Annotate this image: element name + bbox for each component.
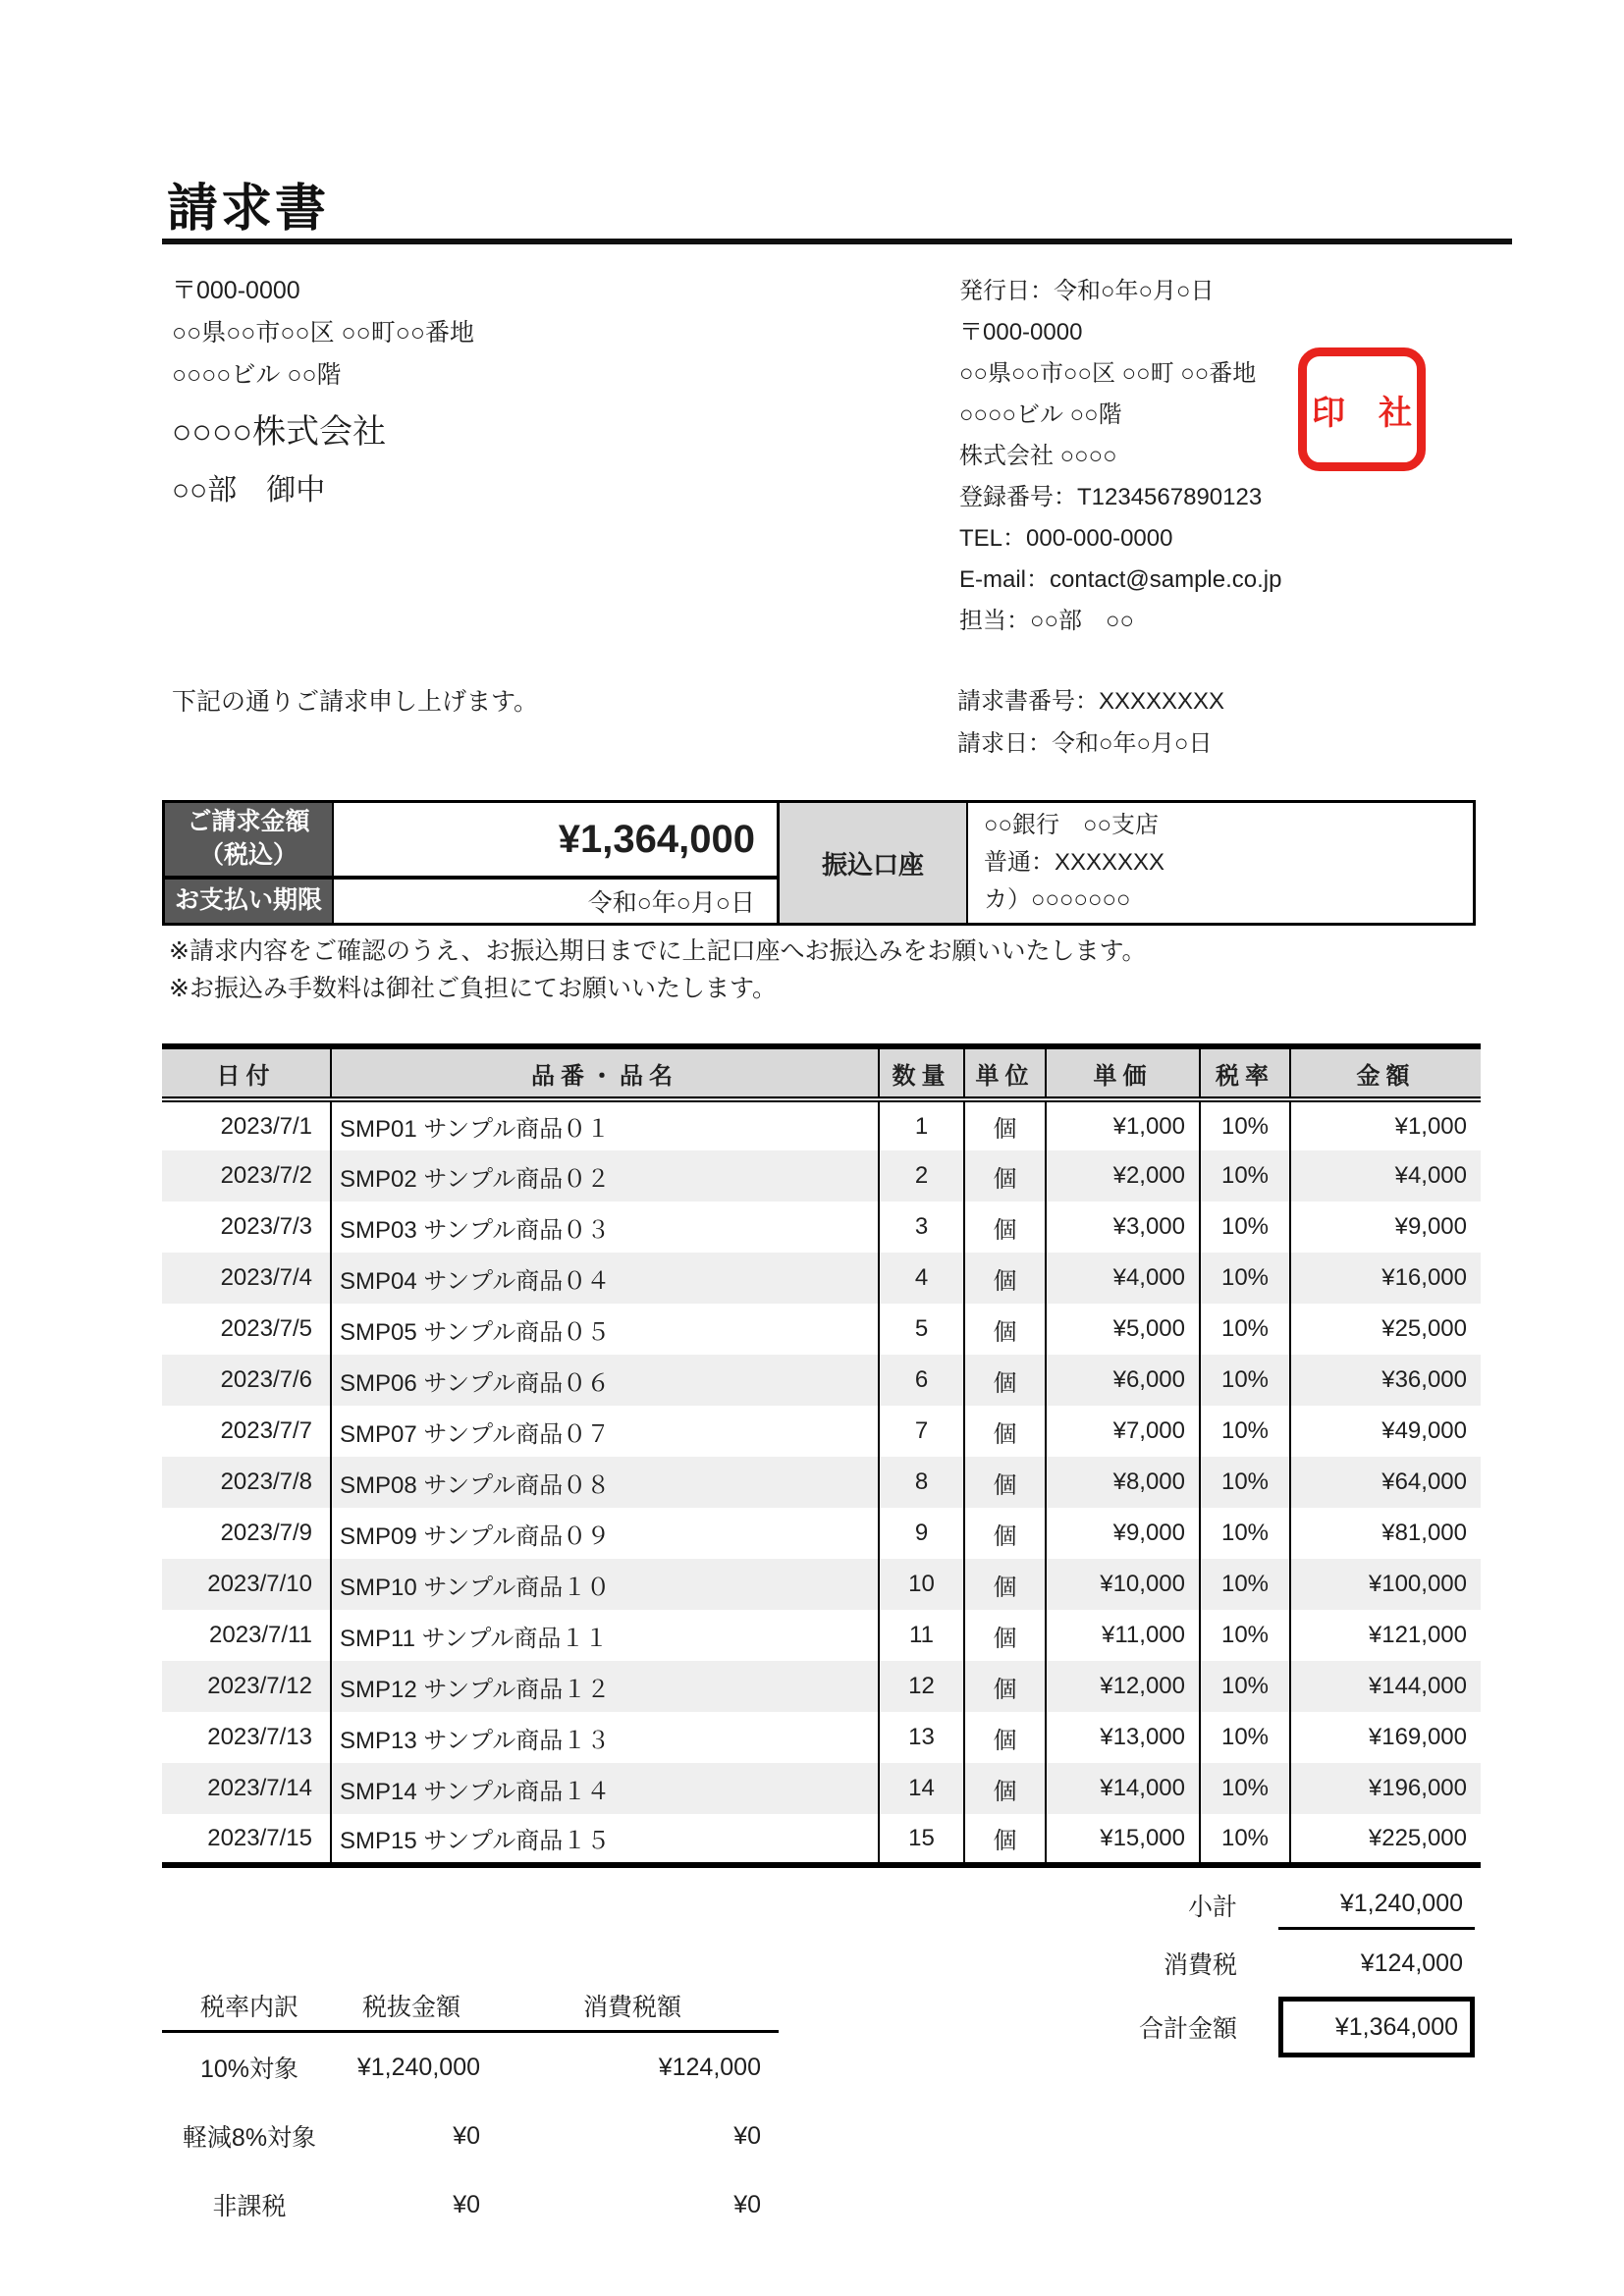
bank-name-branch: ○○銀行 ○○支店 — [984, 812, 1159, 838]
company-seal-stamp — [1298, 347, 1426, 471]
company-seal-text: 印 社 — [1312, 394, 1412, 432]
tax-amount: ¥0 — [733, 2190, 761, 2218]
item-qty: 15 — [879, 1814, 964, 1865]
recipient-address-2: ○○○○ビル ○○階 — [172, 360, 342, 389]
tax-net-amount: ¥0 — [453, 2190, 480, 2218]
item-row — [162, 1099, 1481, 1150]
col-header-amount: 金額 — [1290, 1046, 1481, 1099]
tax-breakdown-row — [162, 2102, 779, 2170]
item-row — [162, 1508, 1481, 1559]
item-code-name: SMP10 サンプル商品１０ — [331, 1559, 879, 1610]
item-tax-rate: 10% — [1200, 1150, 1290, 1201]
item-unit-price: ¥15,000 — [1046, 1814, 1200, 1865]
tax-amount: ¥124,000 — [658, 2053, 761, 2081]
issuer-address-1: ○○県○○市○○区 ○○町 ○○番地 — [959, 359, 1257, 387]
issuer-block — [959, 267, 1281, 638]
issuer-contact-person: 担当：○○部 ○○ — [959, 607, 1134, 634]
item-amount: ¥9,000 — [1290, 1201, 1481, 1253]
item-qty: 9 — [879, 1508, 964, 1559]
issuer-company: 株式会社 ○○○○ — [959, 442, 1117, 469]
item-code-name: SMP15 サンプル商品１５ — [331, 1814, 879, 1865]
item-row — [162, 1355, 1481, 1406]
bank-account-details — [968, 803, 1473, 923]
item-date: 2023/7/9 — [220, 1520, 312, 1546]
item-unit: 個 — [964, 1763, 1046, 1814]
item-date: 2023/7/12 — [162, 1661, 331, 1712]
item-unit-price: ¥1,000 — [1046, 1099, 1200, 1150]
items-tbody — [162, 1099, 1481, 1865]
item-unit-price: ¥8,000 — [1046, 1457, 1200, 1508]
item-date: 2023/7/3 — [220, 1213, 312, 1240]
invoice-meta-block — [957, 677, 1224, 762]
page-title: 請求書 — [167, 181, 330, 238]
item-unit-price: ¥11,000 — [1046, 1610, 1200, 1661]
item-date: 2023/7/5 — [220, 1315, 312, 1342]
item-date: 2023/7/10 — [162, 1559, 331, 1610]
recipient-company: ○○○○株式会社 — [172, 412, 387, 451]
item-unit: 個 — [964, 1559, 1046, 1610]
col-header-date: 日付 — [162, 1046, 331, 1099]
title-underline — [162, 239, 1512, 244]
item-amount: ¥144,000 — [1290, 1661, 1481, 1712]
bank-account-label: 振込口座 — [777, 803, 968, 923]
tax-breakdown-table — [162, 1981, 779, 2239]
item-tax-rate: 10% — [1200, 1661, 1290, 1712]
item-amount: ¥121,000 — [1290, 1610, 1481, 1661]
item-date: 2023/7/7 — [220, 1417, 312, 1444]
summary-block — [978, 1881, 1475, 2066]
item-row — [162, 1661, 1481, 1712]
notes-block — [169, 931, 1146, 1005]
item-amount: ¥196,000 — [1290, 1763, 1481, 1814]
item-tax-rate: 10% — [1200, 1763, 1290, 1814]
issuer-tel: TEL：000-000-0000 — [959, 524, 1173, 552]
item-unit: 個 — [964, 1610, 1046, 1661]
item-code-name: SMP14 サンプル商品１４ — [331, 1763, 879, 1814]
item-code-name: SMP01 サンプル商品０１ — [331, 1099, 879, 1150]
item-row — [162, 1712, 1481, 1763]
item-unit: 個 — [964, 1712, 1046, 1763]
subtotal-label: 小計 — [1187, 1894, 1237, 1921]
item-qty: 6 — [879, 1355, 964, 1406]
issuer-postal: 〒000-0000 — [959, 318, 1083, 346]
col-header-item: 品番・品名 — [331, 1046, 879, 1099]
item-date: 2023/7/6 — [162, 1355, 331, 1406]
item-qty: 12 — [879, 1661, 964, 1712]
item-tax-rate: 10% — [1200, 1099, 1290, 1150]
item-code-name: SMP09 サンプル商品０９ — [331, 1508, 879, 1559]
item-row — [162, 1559, 1481, 1610]
recipient-address-1: ○○県○○市○○区 ○○町○○番地 — [172, 318, 474, 347]
item-amount: ¥25,000 — [1290, 1304, 1481, 1355]
item-unit-price: ¥12,000 — [1046, 1661, 1200, 1712]
invoice-number: 請求書番号：XXXXXXXX — [957, 688, 1225, 715]
item-unit: 個 — [964, 1457, 1046, 1508]
due-date-value: 令和○年○月○日 — [587, 889, 755, 917]
item-date: 2023/7/13 — [207, 1724, 312, 1750]
item-amount: ¥100,000 — [1290, 1559, 1481, 1610]
item-date: 2023/7/11 — [209, 1622, 312, 1648]
tax-amount: ¥0 — [733, 2121, 761, 2150]
item-tax-rate: 10% — [1200, 1304, 1290, 1355]
item-row — [162, 1201, 1481, 1253]
item-row — [162, 1304, 1481, 1355]
item-tax-rate: 10% — [1200, 1610, 1290, 1661]
billing-label-column — [165, 803, 332, 923]
issuer-issue-date: 発行日：令和○年○月○日 — [959, 277, 1215, 304]
item-tax-rate: 10% — [1200, 1406, 1290, 1457]
item-code-name: SMP08 サンプル商品０８ — [331, 1457, 879, 1508]
item-amount: ¥81,000 — [1290, 1508, 1481, 1559]
intro-text: 下記の通りご請求申し上げます。 — [172, 688, 539, 716]
item-qty: 7 — [879, 1406, 964, 1457]
item-unit: 個 — [964, 1814, 1046, 1865]
item-unit-price: ¥3,000 — [1046, 1201, 1200, 1253]
tax-col-header-category: 税率内訳 — [162, 1981, 337, 2032]
item-tax-rate: 10% — [1200, 1508, 1290, 1559]
issuer-address-2: ○○○○ビル ○○階 — [959, 400, 1122, 428]
item-qty: 3 — [879, 1201, 964, 1253]
items-header-row — [162, 1046, 1481, 1099]
recipient-block — [172, 267, 474, 511]
item-tax-rate: 10% — [1200, 1559, 1290, 1610]
note-transfer-fee: ※お振込み手数料は御社ご負担にてお願いいたします。 — [169, 975, 777, 1002]
item-amount: ¥49,000 — [1290, 1406, 1481, 1457]
item-unit: 個 — [964, 1201, 1046, 1253]
item-qty: 13 — [879, 1712, 964, 1763]
item-unit: 個 — [964, 1253, 1046, 1304]
item-tax-rate: 10% — [1200, 1355, 1290, 1406]
item-qty: 5 — [879, 1304, 964, 1355]
item-row — [162, 1763, 1481, 1814]
tax-col-header-net: 税抜金額 — [337, 1981, 486, 2032]
tax-breakdown-row — [162, 2170, 779, 2239]
item-row — [162, 1150, 1481, 1201]
consumption-tax-row — [978, 1939, 1475, 1988]
item-amount: ¥36,000 — [1290, 1355, 1481, 1406]
item-unit: 個 — [964, 1661, 1046, 1712]
item-unit-price: ¥10,000 — [1046, 1559, 1200, 1610]
item-row — [162, 1457, 1481, 1508]
item-qty: 4 — [879, 1253, 964, 1304]
item-code-name: SMP03 サンプル商品０３ — [331, 1201, 879, 1253]
item-tax-rate: 10% — [1200, 1814, 1290, 1865]
item-unit: 個 — [964, 1150, 1046, 1201]
item-qty: 8 — [879, 1457, 964, 1508]
item-code-name: SMP05 サンプル商品０５ — [331, 1304, 879, 1355]
item-unit-price: ¥2,000 — [1046, 1150, 1200, 1201]
grand-total-label: 合計金額 — [1138, 2015, 1237, 2043]
tax-breakdown-row — [162, 2032, 779, 2103]
item-unit-price: ¥13,000 — [1046, 1712, 1200, 1763]
item-unit-price: ¥9,000 — [1046, 1508, 1200, 1559]
item-date: 2023/7/15 — [207, 1824, 312, 1851]
bank-account-number: 普通：XXXXXXX — [984, 849, 1165, 876]
tax-col-header-tax: 消費税額 — [486, 1981, 779, 2032]
item-unit-price: ¥7,000 — [1046, 1406, 1200, 1457]
tax-category: 10%対象 — [199, 2056, 299, 2083]
item-qty: 2 — [879, 1150, 964, 1201]
item-row — [162, 1406, 1481, 1457]
item-tax-rate: 10% — [1200, 1201, 1290, 1253]
subtotal-row — [978, 1881, 1475, 1930]
item-code-name: SMP13 サンプル商品１３ — [331, 1712, 879, 1763]
items-table — [162, 1043, 1481, 1868]
item-unit: 個 — [964, 1355, 1046, 1406]
grand-total-row — [978, 1997, 1475, 2057]
item-tax-rate: 10% — [1200, 1253, 1290, 1304]
grand-total-value: ¥1,364,000 — [1278, 1997, 1475, 2057]
item-amount: ¥4,000 — [1290, 1150, 1481, 1201]
item-unit: 個 — [964, 1406, 1046, 1457]
item-tax-rate: 10% — [1200, 1457, 1290, 1508]
item-unit-price: ¥5,000 — [1046, 1304, 1200, 1355]
billing-value-column — [332, 803, 777, 923]
billing-amount-value: ¥1,364,000 — [334, 803, 777, 880]
due-date-label: お支払い期限 — [165, 880, 332, 923]
item-code-name: SMP11 サンプル商品１１ — [331, 1610, 879, 1661]
item-qty: 11 — [879, 1610, 964, 1661]
item-code-name: SMP12 サンプル商品１２ — [331, 1661, 879, 1712]
item-unit: 個 — [964, 1508, 1046, 1559]
item-date: 2023/7/4 — [162, 1253, 331, 1304]
item-unit-price: ¥4,000 — [1046, 1253, 1200, 1304]
item-amount: ¥169,000 — [1290, 1712, 1481, 1763]
note-payment-deadline: ※請求内容をご確認のうえ、お振込期日までに上記口座へお振込みをお願いいたします。 — [169, 937, 1147, 965]
item-amount: ¥1,000 — [1290, 1099, 1481, 1150]
tax-breakdown-tbody — [162, 2032, 779, 2240]
issuer-registration-number: 登録番号：T1234567890123 — [959, 483, 1263, 510]
item-row — [162, 1814, 1481, 1865]
item-date: 2023/7/8 — [162, 1457, 331, 1508]
item-row — [162, 1610, 1481, 1661]
tax-net-amount: ¥0 — [453, 2121, 480, 2150]
item-unit-price: ¥14,000 — [1046, 1763, 1200, 1814]
invoice-date: 請求日：令和○年○月○日 — [957, 730, 1213, 757]
tax-category: 軽減8%対象 — [182, 2124, 317, 2152]
item-code-name: SMP06 サンプル商品０６ — [331, 1355, 879, 1406]
item-qty: 14 — [879, 1763, 964, 1814]
item-row — [162, 1253, 1481, 1304]
bank-account-holder: カ）○○○○○○○ — [984, 886, 1131, 913]
item-amount: ¥16,000 — [1290, 1253, 1481, 1304]
billing-amount-label: ご請求金額 （税込） — [165, 803, 332, 880]
item-qty: 10 — [879, 1559, 964, 1610]
tax-breakdown-header-row — [162, 1981, 779, 2032]
recipient-department: ○○部 御中 — [172, 474, 326, 507]
item-unit: 個 — [964, 1304, 1046, 1355]
issuer-email: E-mail：contact@sample.co.jp — [959, 565, 1282, 593]
item-amount: ¥64,000 — [1290, 1457, 1481, 1508]
item-qty: 1 — [879, 1099, 964, 1150]
subtotal-value: ¥1,240,000 — [1278, 1881, 1475, 1930]
item-code-name: SMP02 サンプル商品０２ — [331, 1150, 879, 1201]
billing-amount-box — [162, 800, 1476, 926]
item-tax-rate: 10% — [1200, 1712, 1290, 1763]
item-unit-price: ¥6,000 — [1046, 1355, 1200, 1406]
consumption-tax-label: 消費税 — [1163, 1951, 1237, 1979]
consumption-tax-value: ¥124,000 — [1360, 1949, 1463, 1977]
item-code-name: SMP04 サンプル商品０４ — [331, 1253, 879, 1304]
col-header-unit: 単位 — [964, 1046, 1046, 1099]
recipient-postal: 〒000-0000 — [172, 276, 300, 304]
item-code-name: SMP07 サンプル商品０７ — [331, 1406, 879, 1457]
item-date: 2023/7/2 — [162, 1150, 331, 1201]
col-header-unit-price: 単価 — [1046, 1046, 1200, 1099]
item-date: 2023/7/1 — [220, 1112, 312, 1140]
item-unit: 個 — [964, 1099, 1046, 1150]
tax-category: 非課税 — [212, 2193, 287, 2220]
tax-net-amount: ¥1,240,000 — [356, 2053, 480, 2081]
item-amount: ¥225,000 — [1290, 1814, 1481, 1865]
col-header-qty: 数量 — [879, 1046, 964, 1099]
col-header-tax-rate: 税率 — [1200, 1046, 1290, 1099]
item-date: 2023/7/14 — [162, 1763, 331, 1814]
